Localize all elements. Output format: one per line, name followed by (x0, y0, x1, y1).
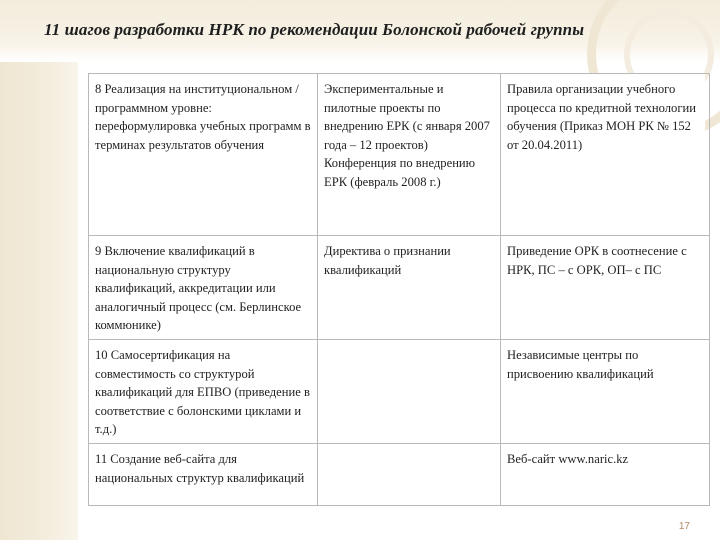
kazakhstan-cell: Веб-сайт www.naric.kz (501, 444, 710, 506)
table-row (89, 444, 710, 506)
table-row (89, 340, 710, 444)
table-row (89, 74, 710, 236)
steps-table-container (88, 73, 705, 505)
steps-table (88, 73, 710, 506)
decorative-side-band (0, 0, 78, 540)
step-cell: 8 Реализация на институциональном / программном уровне: переформулировка учебных программ в терминах результатов обучения (89, 74, 318, 236)
step-cell: 10 Самосертификация на совместимость со структурой квалификаций для ЕПВО (приведение в соответствие с болонскими циклами и т.д.) (89, 340, 318, 444)
projects-cell: Директива о признании квалификаций (318, 236, 501, 340)
step-cell: 11 Создание веб-сайта для национальных структур квалификаций (89, 444, 318, 506)
kazakhstan-cell: Независимые центры по присвоению квалификаций (501, 340, 710, 444)
projects-cell (318, 340, 501, 444)
page-number: 17 (678, 521, 690, 532)
table-row (89, 236, 710, 340)
slide-title: 11 шагов разработки НРК по рекомендации Болонской рабочей группы (44, 20, 585, 39)
projects-cell (318, 444, 501, 506)
kazakhstan-cell: Правила организации учебного процесса по кредитной технологии обучения (Приказ МОН РК № 152 от 20.04.2011) (501, 74, 710, 236)
kazakhstan-cell: Приведение ОРК в соотнесение с НРК, ПС – с ОРК, ОП– с ПС (501, 236, 710, 340)
step-cell: 9 Включение квалификаций в национальную структуру квалификаций, аккредитации или аналогичный процесс (см. Берлинское коммюнике) (89, 236, 318, 340)
projects-cell: Экспериментальные и пилотные проекты по внедрению ЕРК (с января 2007 года – 12 проектов) Конференция по внедрению ЕРК (февраль 2008 г.) (318, 74, 501, 236)
